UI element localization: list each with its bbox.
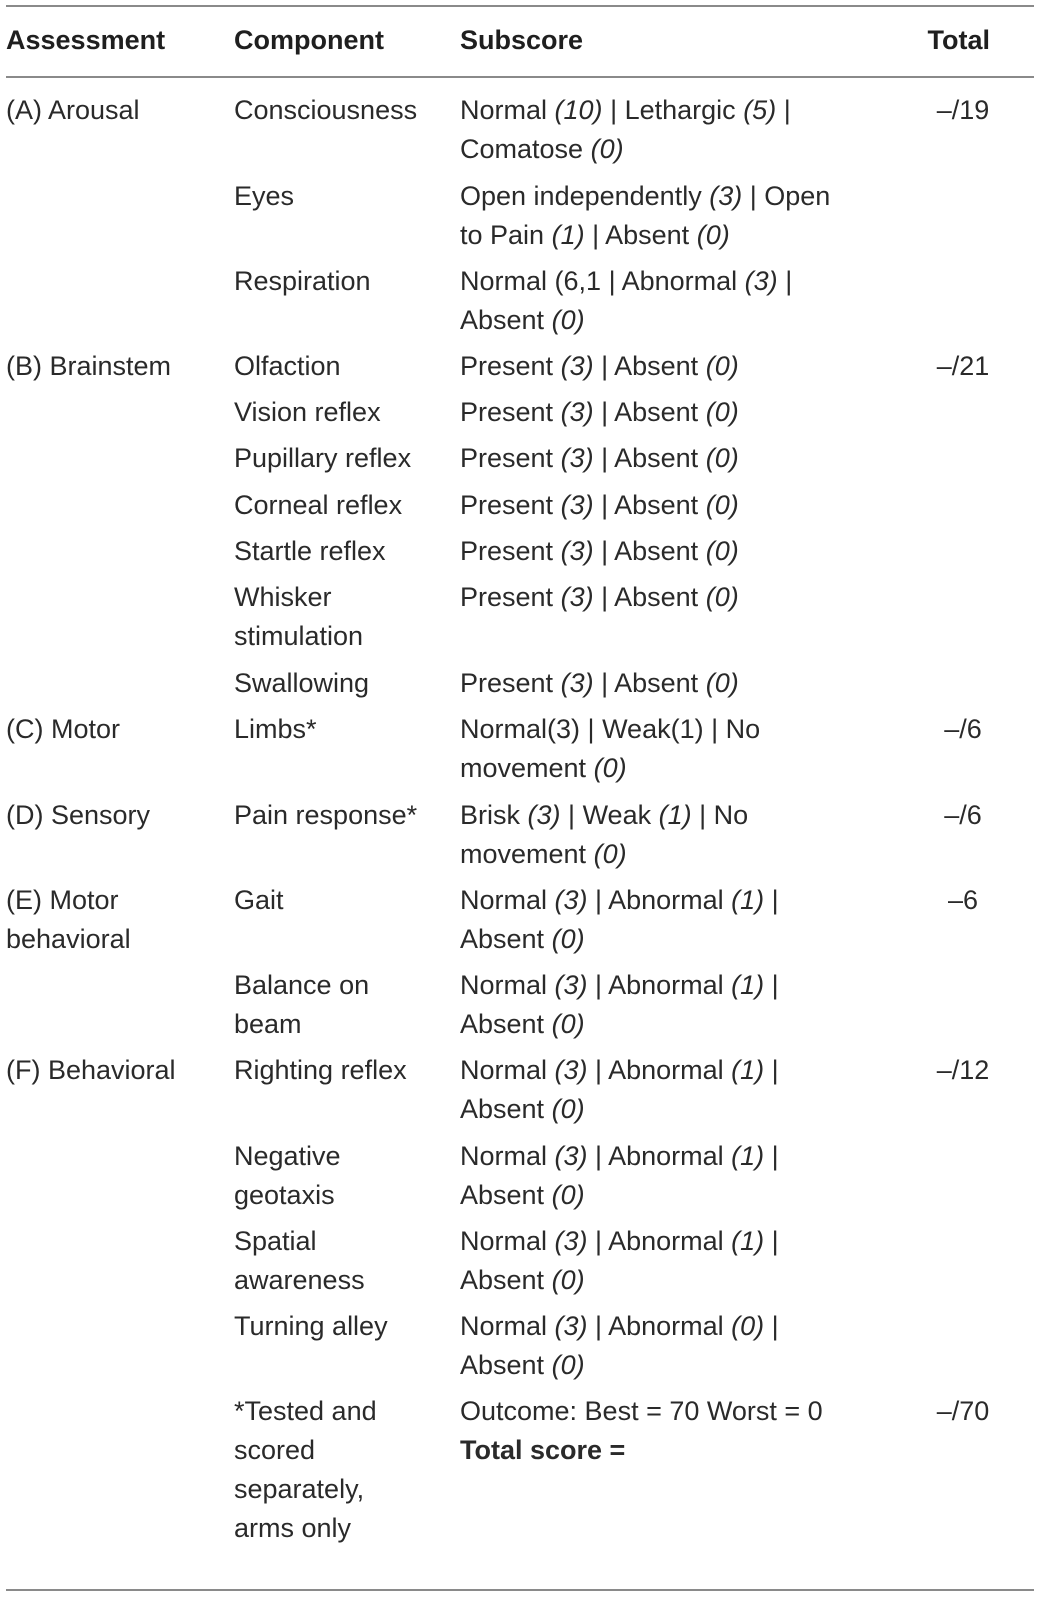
table-top-rule [6, 5, 1034, 7]
subscore-whisker-stimulation: Present (3) | Absent (0) [460, 582, 739, 612]
subscore-spatial-awareness: Normal (3) | Abnormal (1) | [460, 1226, 779, 1256]
subscore-pain-response: Brisk (3) | Weak (1) | No [460, 800, 749, 830]
component-olfaction: Olfaction [234, 351, 341, 381]
total-overall: –/70 [936, 1396, 990, 1426]
assessment-arousal: (A) Arousal [6, 95, 140, 125]
subscore-eyes: Open independently (3) | Open [460, 181, 831, 211]
footnote-line-1: *Tested and [234, 1396, 377, 1426]
subscore-spatial-awareness-cont: Absent (0) [460, 1265, 585, 1295]
subscore-vision-reflex: Present (3) | Absent (0) [460, 397, 739, 427]
component-turning-alley: Turning alley [234, 1311, 388, 1341]
component-balance-beam-cont: beam [234, 1009, 302, 1039]
subscore-gait-cont: Absent (0) [460, 924, 585, 954]
subscore-limbs: Normal(3) | Weak(1) | No [460, 714, 761, 744]
subscore-turning-alley: Normal (3) | Abnormal (0) | [460, 1311, 779, 1341]
component-pupillary-reflex: Pupillary reflex [234, 443, 412, 473]
component-gait: Gait [234, 885, 284, 915]
assessment-motor: (C) Motor [6, 714, 120, 744]
subscore-pain-response-cont: movement (0) [460, 839, 627, 869]
subscore-consciousness: Normal (10) | Lethargic (5) | [460, 95, 791, 125]
total-sensory: –/6 [944, 800, 982, 830]
subscore-righting-reflex: Normal (3) | Abnormal (1) | [460, 1055, 779, 1085]
component-vision-reflex: Vision reflex [234, 397, 381, 427]
assessment-motor-behavioral-cont: behavioral [6, 924, 131, 954]
subscore-swallowing: Present (3) | Absent (0) [460, 668, 739, 698]
assessment-behavioral: (F) Behavioral [6, 1055, 176, 1085]
component-negative-geotaxis: Negative [234, 1141, 341, 1171]
component-swallowing: Swallowing [234, 668, 370, 698]
component-whisker-stimulation-cont: stimulation [234, 621, 364, 651]
component-spatial-awareness: Spatial [234, 1226, 317, 1256]
component-limbs: Limbs* [234, 714, 317, 744]
header-subscore: Subscore [460, 25, 584, 55]
subscore-negative-geotaxis-cont: Absent (0) [460, 1180, 585, 1210]
subscore-consciousness-cont: Comatose (0) [460, 134, 624, 164]
footnote-line-4: arms only [234, 1513, 352, 1543]
subscore-limbs-cont: movement (0) [460, 753, 627, 783]
header-assessment: Assessment [6, 25, 166, 55]
component-righting-reflex: Righting reflex [234, 1055, 407, 1085]
subscore-startle-reflex: Present (3) | Absent (0) [460, 536, 739, 566]
component-whisker-stimulation: Whisker [234, 582, 332, 612]
table-header-rule [6, 76, 1034, 78]
total-motor-behavioral: –6 [947, 885, 979, 915]
total-motor: –/6 [944, 714, 982, 744]
header-total: Total [927, 25, 990, 55]
subscore-negative-geotaxis: Normal (3) | Abnormal (1) | [460, 1141, 779, 1171]
component-negative-geotaxis-cont: geotaxis [234, 1180, 335, 1210]
total-score-label: Total score = [460, 1435, 626, 1465]
total-behavioral: –/12 [936, 1055, 990, 1085]
table-bottom-rule [6, 1589, 1034, 1591]
subscore-respiration: Normal (6,1 | Abnormal (3) | [460, 266, 793, 296]
subscore-olfaction: Present (3) | Absent (0) [460, 351, 739, 381]
footnote-line-3: separately, [234, 1474, 365, 1504]
component-spatial-awareness-cont: awareness [234, 1265, 365, 1295]
header-component: Component [234, 25, 384, 55]
component-eyes: Eyes [234, 181, 295, 211]
subscore-eyes-cont: to Pain (1) | Absent (0) [460, 220, 730, 250]
subscore-righting-reflex-cont: Absent (0) [460, 1094, 585, 1124]
total-arousal: –/19 [936, 95, 990, 125]
subscore-respiration-cont: Absent (0) [460, 305, 585, 335]
subscore-pupillary-reflex: Present (3) | Absent (0) [460, 443, 739, 473]
footnote-line-2: scored [234, 1435, 316, 1465]
component-respiration: Respiration [234, 266, 371, 296]
subscore-balance-beam-cont: Absent (0) [460, 1009, 585, 1039]
outcome-text: Outcome: Best = 70 Worst = 0 [460, 1396, 823, 1426]
assessment-motor-behavioral: (E) Motor [6, 885, 119, 915]
subscore-corneal-reflex: Present (3) | Absent (0) [460, 490, 739, 520]
subscore-balance-beam: Normal (3) | Abnormal (1) | [460, 970, 779, 1000]
assessment-brainstem: (B) Brainstem [6, 351, 172, 381]
subscore-turning-alley-cont: Absent (0) [460, 1350, 585, 1380]
component-startle-reflex: Startle reflex [234, 536, 386, 566]
assessment-sensory: (D) Sensory [6, 800, 151, 830]
component-consciousness: Consciousness [234, 95, 418, 125]
total-brainstem: –/21 [936, 351, 990, 381]
subscore-gait: Normal (3) | Abnormal (1) | [460, 885, 779, 915]
component-balance-beam: Balance on [234, 970, 370, 1000]
component-corneal-reflex: Corneal reflex [234, 490, 403, 520]
component-pain-response: Pain response* [234, 800, 418, 830]
